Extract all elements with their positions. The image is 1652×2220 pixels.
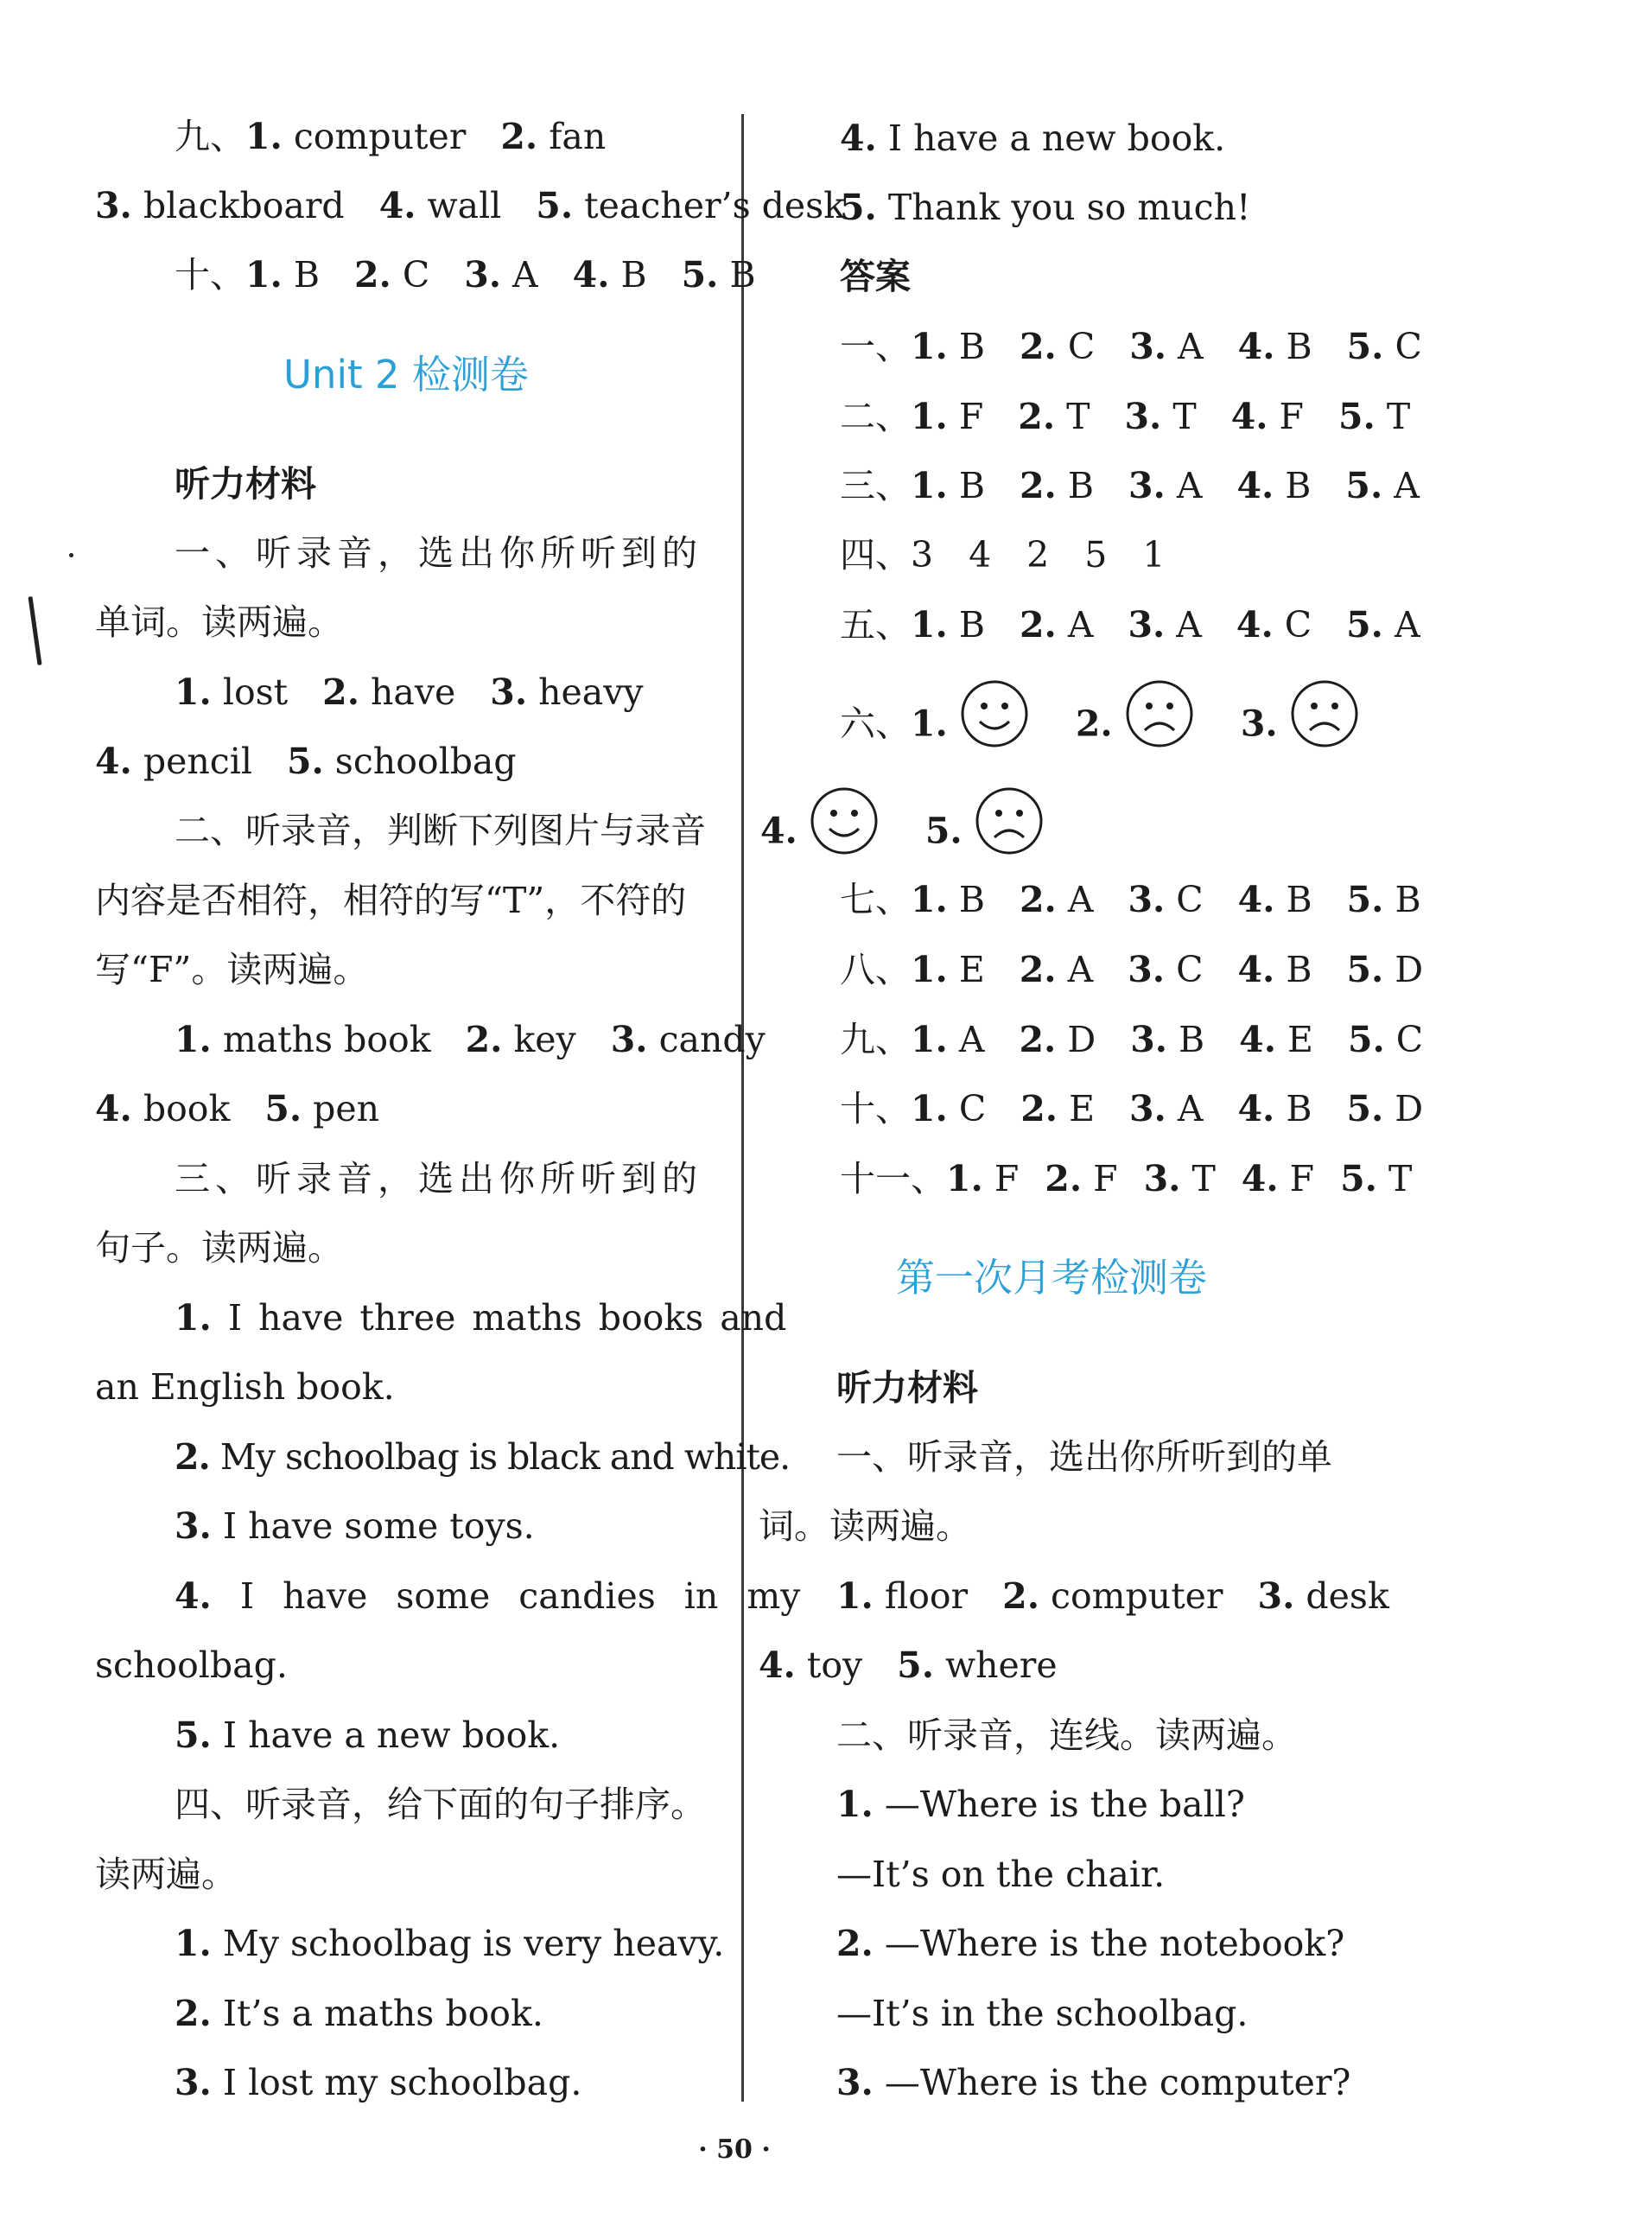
- answer-line: 一、1. B 2. C 3. A 4. B 5. C: [840, 326, 1422, 367]
- answer-line: 九、1. computer 2. fan: [175, 116, 607, 157]
- instruction: 单词。读两遍。: [95, 601, 343, 643]
- sentence-line: schoolbag.: [95, 1644, 288, 1686]
- sentence-line: 3. I lost my schoolbag.: [175, 2062, 582, 2103]
- column-divider: [741, 114, 744, 2102]
- answer-line: 十一、1. F 2. F 3. T 4. F 5. T: [840, 1158, 1413, 1199]
- instruction: 一、听录音，选出你所听到的单: [836, 1436, 1332, 1478]
- instruction: 二、听录音，连线。读两遍。: [836, 1714, 1297, 1756]
- dialogue-line: —It’s on the chair.: [836, 1854, 1166, 1895]
- sentence-line: 4. I have a new book.: [840, 118, 1226, 159]
- scan-mark: [28, 596, 41, 665]
- word-line: 1. floor 2. computer 3. desk: [836, 1575, 1389, 1617]
- word-line: 1. maths book 2. key 3. candy: [175, 1019, 766, 1060]
- subheading: 听力材料: [175, 463, 316, 505]
- scan-dot: [69, 553, 73, 557]
- answer-line: 四、3 4 2 5 1: [840, 534, 1166, 576]
- sentence-line: 2. My schoolbag is black and white.: [175, 1436, 791, 1478]
- face-answer-line: 4. 5.: [760, 811, 1045, 856]
- sad-face-icon: [1289, 678, 1360, 749]
- instruction: 句子。读两遍。: [95, 1227, 343, 1269]
- sentence-line: 4. I have some candies in my: [175, 1575, 801, 1617]
- happy-face-icon: [959, 678, 1030, 749]
- sentence-line: 1. My schoolbag is very heavy.: [175, 1923, 725, 1964]
- subheading: 听力材料: [836, 1367, 978, 1409]
- happy-face-icon: [809, 786, 880, 856]
- answer-line: 十、1. B 2. C 3. A 4. B 5. B: [175, 254, 756, 296]
- answer-line: 十、1. C 2. E 3. A 4. B 5. D: [840, 1088, 1424, 1129]
- sentence-line: an English book.: [95, 1366, 395, 1408]
- sad-face-icon: [974, 786, 1045, 856]
- sad-face-icon: [1124, 678, 1195, 749]
- instruction: 二、听录音，判断下列图片与录音: [175, 810, 706, 851]
- instruction: 读两遍。: [95, 1854, 237, 1895]
- face-answer-line: 六、1. 2. 3.: [840, 704, 1360, 749]
- answer-line: 3. blackboard 4. wall 5. teacher’s desk: [95, 185, 846, 226]
- instruction: 词。读两遍。: [759, 1505, 971, 1547]
- word-line: 4. toy 5. where: [759, 1644, 1058, 1686]
- word-line: 1. lost 2. have 3. heavy: [175, 671, 644, 713]
- answer-line: 二、1. F 2. T 3. T 4. F 5. T: [840, 396, 1411, 437]
- sentence-line: 1. I have three maths books and: [175, 1297, 787, 1339]
- page-number: · 50 ·: [698, 2134, 771, 2165]
- dialogue-line: —It’s in the schoolbag.: [836, 1993, 1249, 2034]
- sentence-line: 2. It’s a maths book.: [175, 1993, 543, 2034]
- dialogue-line: 1. —Where is the ball?: [836, 1784, 1245, 1825]
- word-line: 4. pencil 5. schoolbag: [95, 741, 517, 782]
- answer-line: 九、1. A 2. D 3. B 4. E 5. C: [840, 1019, 1424, 1060]
- word-line: 4. book 5. pen: [95, 1088, 380, 1129]
- instruction: 写“F”。读两遍。: [95, 949, 369, 990]
- answers-title: 答案: [840, 256, 911, 297]
- answer-line: 八、1. E 2. A 3. C 4. B 5. D: [840, 949, 1424, 990]
- section-heading: 第一次月考检测卷: [896, 1255, 1208, 1301]
- sentence-line: 3. I have some toys.: [175, 1505, 535, 1547]
- dialogue-line: 3. —Where is the computer?: [836, 2062, 1351, 2103]
- instruction: 一、听录音，选出你所听到的: [175, 532, 702, 574]
- sentence-line: 5. I have a new book.: [175, 1714, 561, 1756]
- instruction: 三、听录音，选出你所听到的: [175, 1158, 702, 1199]
- sentence-line: 5. Thank you so much!: [840, 187, 1251, 228]
- answer-line: 七、1. B 2. A 3. C 4. B 5. B: [840, 879, 1421, 920]
- instruction: 内容是否相符，相符的写“T”，不符的: [95, 880, 687, 921]
- answer-line: 三、1. B 2. B 3. A 4. B 5. A: [840, 465, 1420, 506]
- dialogue-line: 2. —Where is the notebook?: [836, 1923, 1345, 1964]
- instruction: 四、听录音，给下面的句子排序。: [175, 1784, 706, 1825]
- section-heading: Unit 2 检测卷: [283, 352, 529, 398]
- answer-line: 五、1. B 2. A 3. A 4. C 5. A: [840, 604, 1420, 646]
